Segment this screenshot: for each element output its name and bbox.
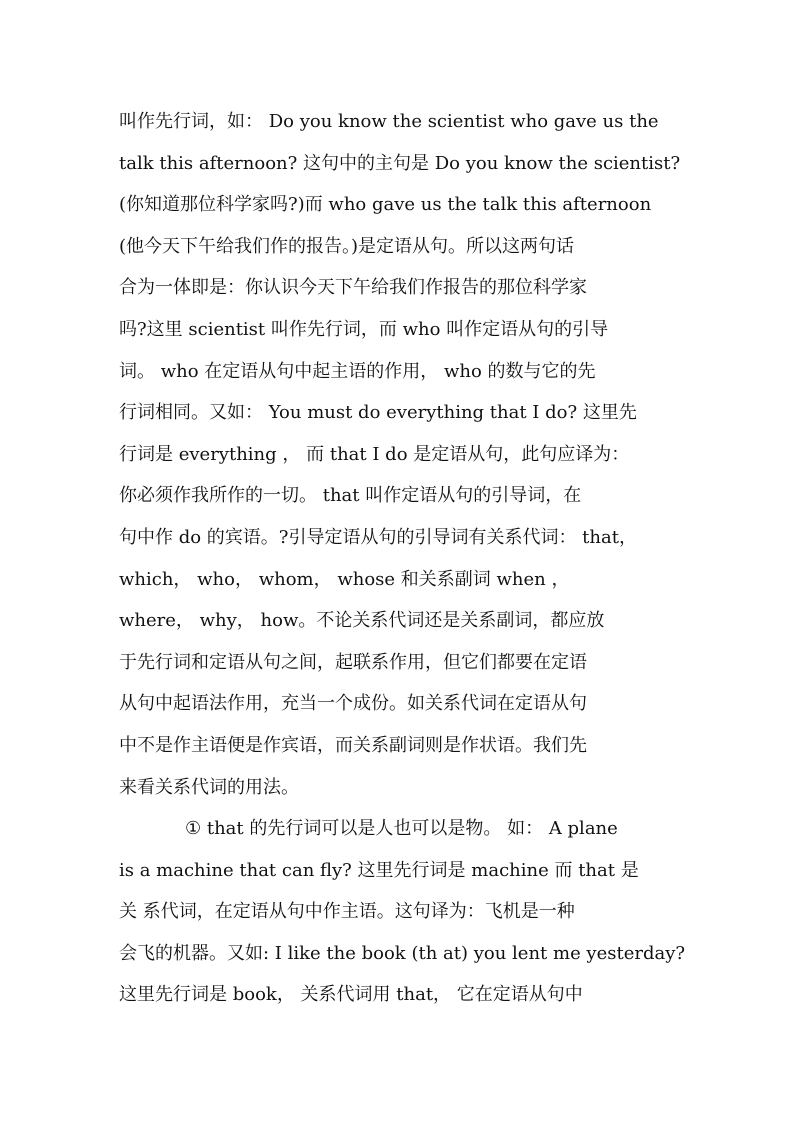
text-line: 行词是 everything ， 而 that I do 是定语从句，此句应译为： — [119, 443, 630, 465]
text-line: 吗?这里 scientist 叫作先行词，而 who 叫作定语从句的引导 — [119, 318, 609, 340]
text-line: 行词相同。又如： You must do everything that I do? 这里先 — [119, 402, 637, 424]
text-line: which， who， whom， whose 和关系副词 when ， — [119, 568, 570, 590]
text-line: talk this afternoon? 这句中的主句是 Do you know the scientist? — [119, 152, 681, 174]
text-line: (你知道那位科学家吗?)而 who gave us the talk this afternoon — [119, 194, 652, 216]
text-line: 中不是作主语便是作宾语，而关系副词则是作状语。我们先 — [119, 734, 587, 756]
text-line: 词。 who 在定语从句中起主语的作用， who 的数与它的先 — [119, 360, 596, 382]
text-line: 从句中起语法作用，充当一个成份。如关系代词在定语从句 — [119, 693, 587, 715]
text-line: (他今天下午给我们作的报告。)是定语从句。所以这两句话 — [119, 235, 575, 257]
numbered-paragraph-start: ① that 的先行词可以是人也可以是物。 如： A plane — [185, 818, 618, 840]
text-line: 会飞的机器。又如: I like the book (th at) you lent me yesterday? — [119, 942, 686, 964]
text-line: 合为一体即是：你认识今天下午给我们作报告的那位科学家 — [119, 277, 587, 299]
text-line: 叫作先行词，如： Do you know the scientist who gave us the — [119, 111, 659, 132]
text-line: 来看关系代词的用法。 — [119, 776, 299, 798]
text-line: where， why， how。不论关系代词还是关系副词，都应放 — [119, 610, 605, 632]
text-line: 关 系代词，在定语从句中作主语。这句译为：飞机是一种 — [119, 901, 575, 923]
text-line: 于先行词和定语从句之间，起联系作用，但它们都要在定语 — [119, 651, 587, 673]
text-line: 句中作 do 的宾语。?引导定语从句的引导词有关系代词： that， — [119, 526, 637, 548]
text-line: 你必须作我所作的一切。 that 叫作定语从句的引导词，在 — [119, 485, 582, 507]
text-line: is a machine that can fly? 这里先行词是 machine 而 that 是 — [119, 859, 639, 881]
text-line: 这里先行词是 book， 关系代词用 that， 它在定语从句中 — [119, 984, 583, 1006]
body-text — [119, 101, 694, 1016]
